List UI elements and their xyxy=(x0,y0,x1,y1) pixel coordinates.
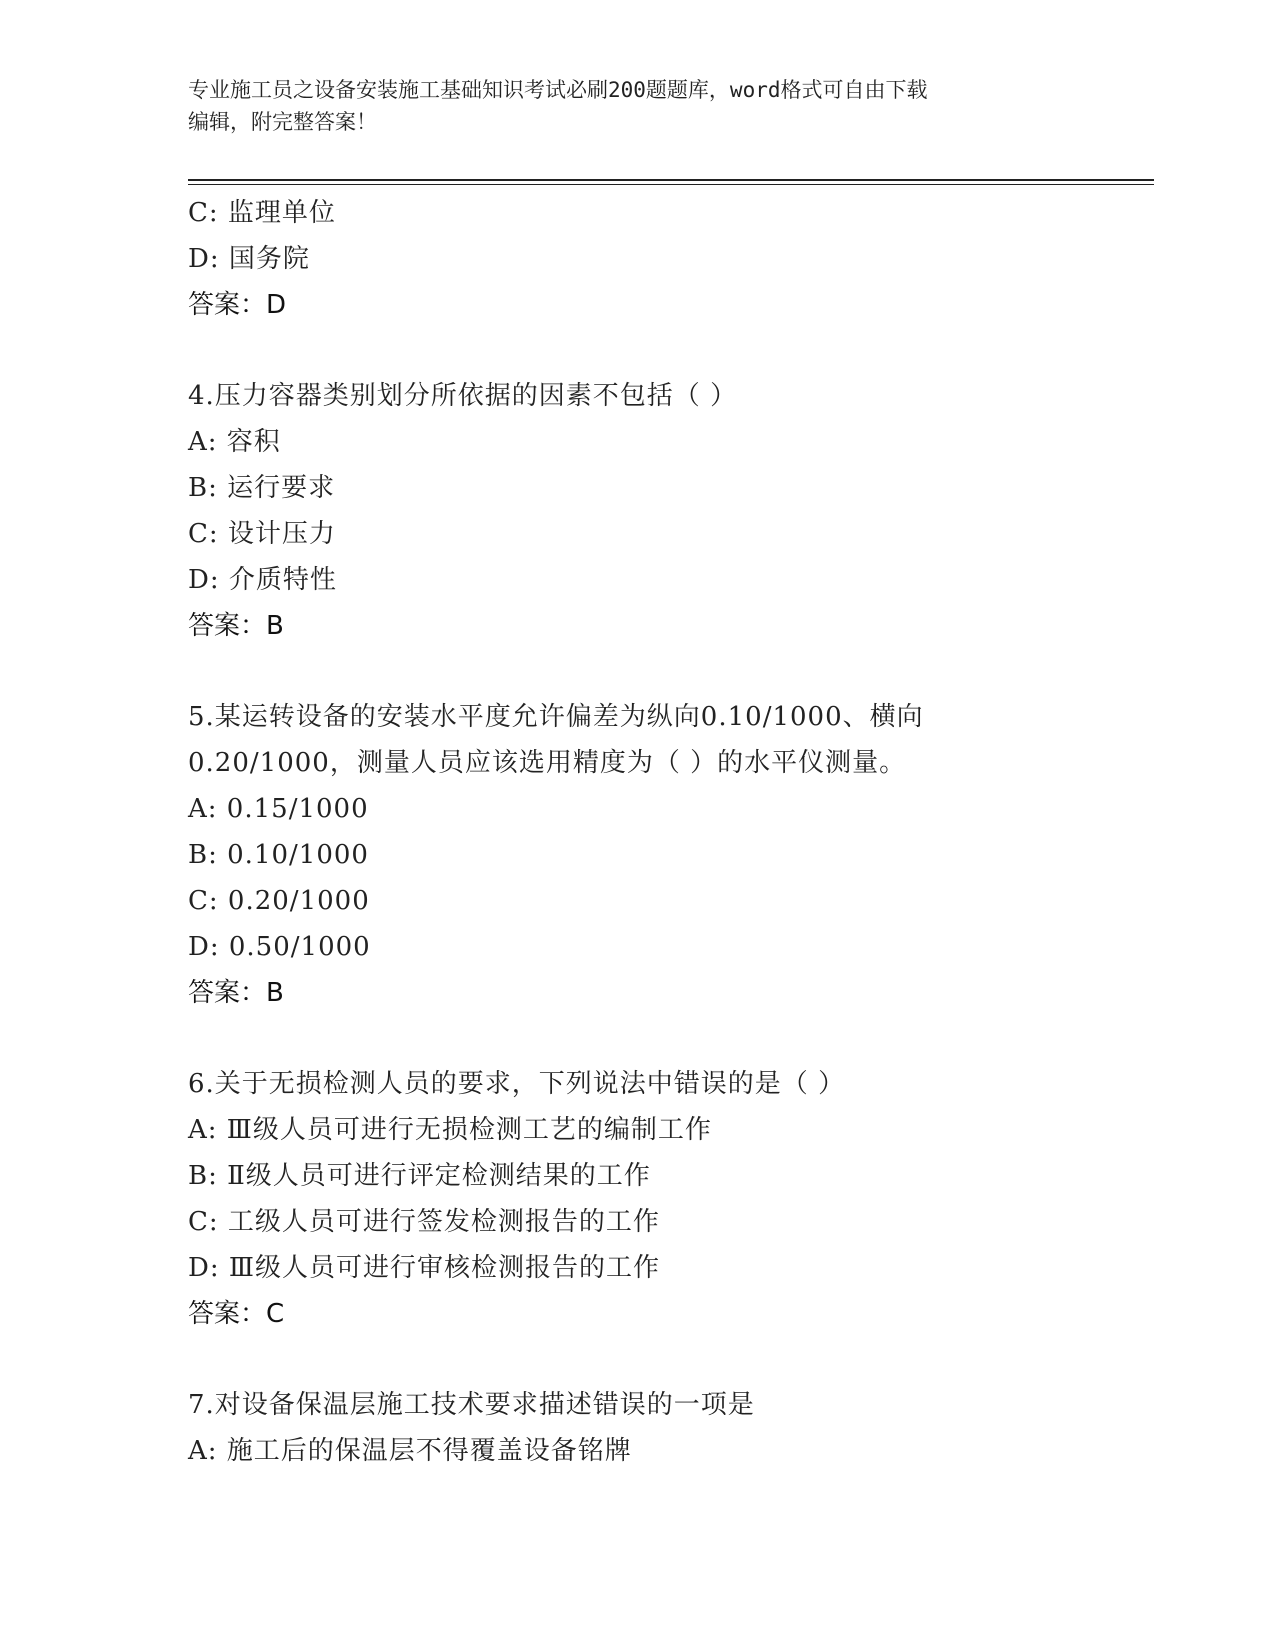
option-line: A: 施工后的保温层不得覆盖设备铭牌 xyxy=(188,1436,632,1466)
header-title-line-2: 编辑，附完整答案！ xyxy=(188,110,377,134)
answer-line: 答案：C xyxy=(188,1299,285,1329)
block-spacer xyxy=(188,1337,1088,1382)
document-header xyxy=(188,74,1068,138)
question-block xyxy=(188,373,1088,649)
option-line: C: 设计压力 xyxy=(188,519,336,549)
question-stem: 4.压力容器类别划分所依据的因素不包括（ ） xyxy=(188,381,738,411)
question-stem: 6.关于无损检测人员的要求，下列说法中错误的是（ ） xyxy=(188,1069,846,1099)
option-line: A: 容积 xyxy=(188,427,281,457)
option-line: D: 0.50/1000 xyxy=(188,932,371,962)
question-stem-continued: 0.20/1000，测量人员应该选用精度为（ ）的水平仪测量。 xyxy=(188,748,907,778)
block-spacer xyxy=(188,649,1088,694)
block-spacer xyxy=(188,1016,1088,1061)
block-spacer xyxy=(188,328,1088,373)
question-block xyxy=(188,694,1088,1016)
answer-line: 答案：B xyxy=(188,978,284,1008)
option-line: D: 介质特性 xyxy=(188,565,337,595)
option-line: C: 监理单位 xyxy=(188,198,336,228)
option-line: C: 0.20/1000 xyxy=(188,886,370,916)
answer-line: 答案：B xyxy=(188,611,284,641)
question-block xyxy=(188,190,1088,328)
question-stem: 7.对设备保温层施工技术要求描述错误的一项是 xyxy=(188,1390,755,1420)
option-line: B: Ⅱ级人员可进行评定检测结果的工作 xyxy=(188,1161,651,1191)
option-line: A: 0.15/1000 xyxy=(188,794,369,824)
header-title-line-1: 专业施工员之设备安装施工基础知识考试必刷200题题库，word格式可自由下载 xyxy=(188,78,928,102)
question-block xyxy=(188,1382,1088,1474)
option-line: A: Ⅲ级人员可进行无损检测工艺的编制工作 xyxy=(188,1115,712,1145)
question-list xyxy=(188,190,1088,1474)
answer-line: 答案：D xyxy=(188,290,287,320)
option-line: B: 运行要求 xyxy=(188,473,336,503)
question-block xyxy=(188,1061,1088,1337)
header-divider-thick xyxy=(188,179,1154,181)
question-stem: 5.某运转设备的安装水平度允许偏差为纵向0.10/1000、横向 xyxy=(188,702,924,732)
header-divider-thin xyxy=(188,184,1154,185)
option-line: D: 国务院 xyxy=(188,244,310,274)
option-line: D: Ⅲ级人员可进行审核检测报告的工作 xyxy=(188,1253,660,1283)
option-line: C: 工级人员可进行签发检测报告的工作 xyxy=(188,1207,660,1237)
option-line: B: 0.10/1000 xyxy=(188,840,369,870)
